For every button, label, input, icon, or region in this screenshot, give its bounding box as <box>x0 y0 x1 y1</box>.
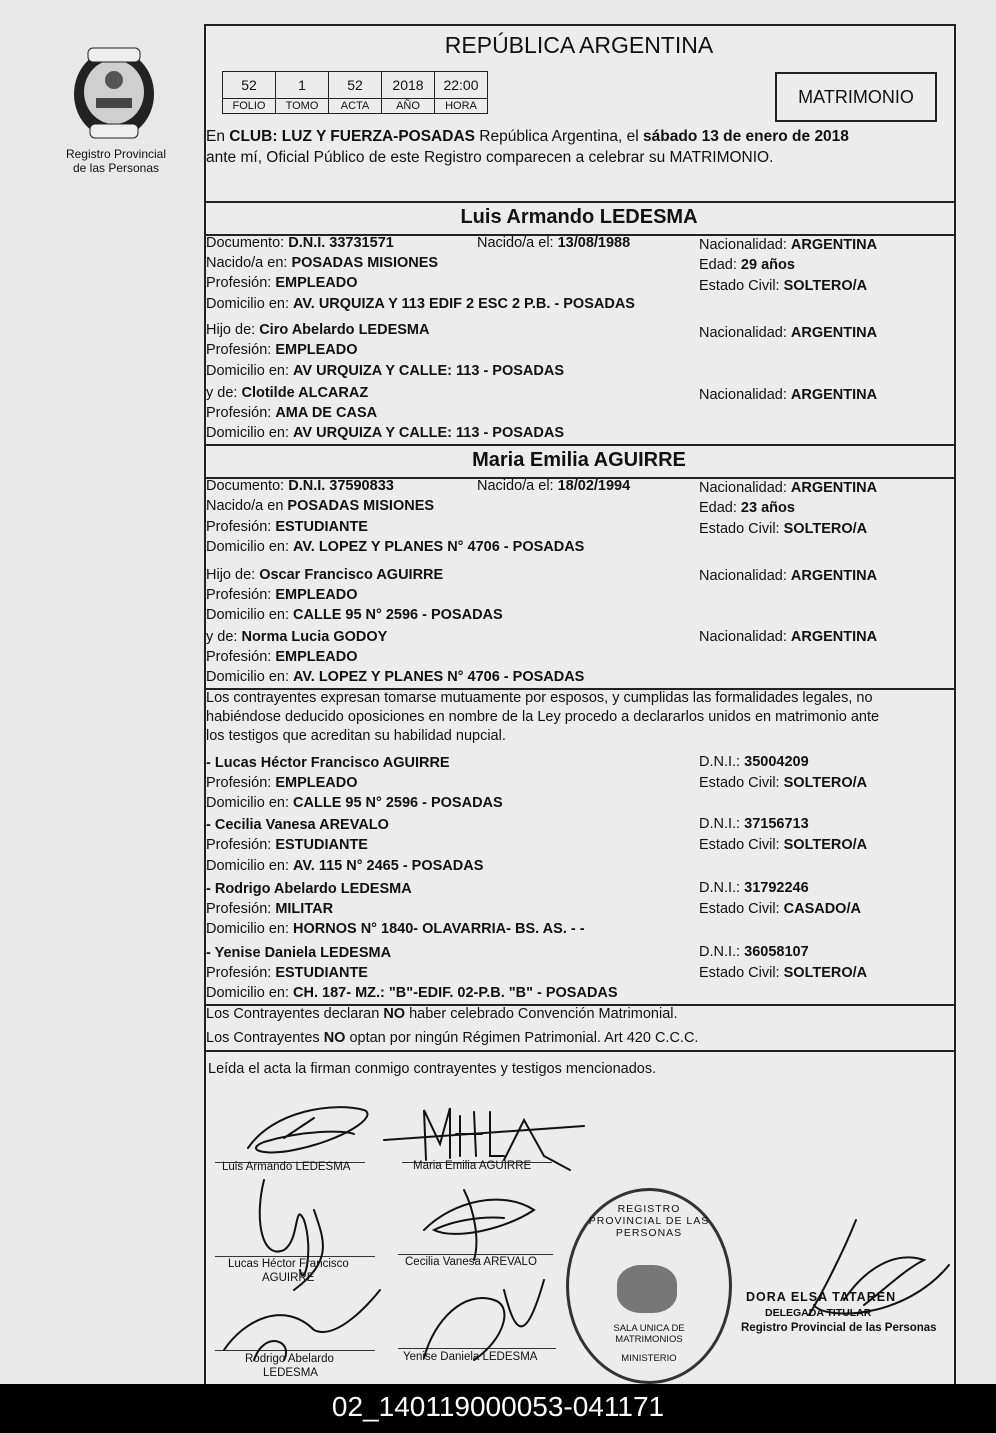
spouse1-mother-nationality: Nacionalidad: ARGENTINA <box>699 387 878 403</box>
declaration-line-1: Los contrayentes expresan tomarse mutuamente por esposos, y cumplidas las formalidades legales, no <box>206 690 873 706</box>
registry-line2: de las Personas <box>72 161 160 175</box>
signature-label-witness2: Cecilia Vanesa AREVALO <box>405 1256 537 1268</box>
signature-stroke <box>424 1190 534 1260</box>
spouse2-birthdate: Nacido/a el: 18/02/1994 <box>477 478 631 494</box>
signature-label-witness1-line2: AGUIRRE <box>262 1272 315 1284</box>
spouse2-nationality: Nacionalidad: ARGENTINA <box>699 480 878 496</box>
divider <box>204 444 954 446</box>
stamp-emblem-icon <box>617 1265 677 1313</box>
spouse1-civil-status: Estado Civil: SOLTERO/A <box>699 278 868 294</box>
convention-line-2: Los Contrayentes NO optan por ningún Régimen Patrimonial. Art 420 C.C.C. <box>206 1030 699 1046</box>
year-value: 2018 <box>382 72 435 99</box>
stamp-ring-text: REGISTRO PROVINCIAL DE LAS PERSONAS <box>588 1203 710 1239</box>
registry-line1: Registro Provincial <box>65 147 167 161</box>
divider <box>204 1050 954 1052</box>
folio-value: 52 <box>223 72 276 99</box>
stamp-bottom-text: MINISTERIO <box>621 1353 677 1364</box>
witness4-name: - Yenise Daniela LEDESMA <box>206 945 392 961</box>
witness3-address: Domicilio en: HORNOS N° 1840- OLAVARRIA- BS. AS. - - <box>206 921 585 937</box>
signature-label-witness1-line1: Lucas Héctor Francisco <box>228 1258 349 1270</box>
witness4-address: Domicilio en: CH. 187- MZ.: "B"-EDIF. 02-P.B. "B" - POSADAS <box>206 985 618 1001</box>
spouse1-birthdate: Nacido/a el: 13/08/1988 <box>477 235 631 251</box>
intro-line-1: En CLUB: LUZ Y FUERZA-POSADAS República Argentina, el sábado 13 de enero de 2018 <box>206 128 849 145</box>
witness2-address: Domicilio en: AV. 115 N° 2465 - POSADAS <box>206 858 484 874</box>
document-title: REPÚBLICA ARGENTINA <box>444 32 714 58</box>
spouse2-mother: y de: Norma Lucia GODOY <box>206 629 388 645</box>
spouse1-father-address: Domicilio en: AV URQUIZA Y CALLE: 113 - POSADAS <box>206 363 565 379</box>
witness2-name: - Cecilia Vanesa AREVALO <box>206 817 389 833</box>
witness3-name: - Rodrigo Abelardo LEDESMA <box>206 881 412 897</box>
spouse1-age: Edad: 29 años <box>699 257 795 273</box>
spouse2-age: Edad: 23 años <box>699 500 795 516</box>
year-label: AÑO <box>382 99 435 114</box>
acta-label: ACTA <box>329 99 382 114</box>
footer-document-id: 02_140119000053-041171 <box>331 1391 665 1422</box>
official-round-stamp <box>566 1188 732 1384</box>
signature-label-witness3-line1: Rodrigo Abelardo <box>245 1353 334 1365</box>
spouse2-father-profession: Profesión: EMPLEADO <box>206 587 358 603</box>
spouse1-mother: y de: Clotilde ALCARAZ <box>206 385 369 401</box>
spouse1-birthplace: Nacido/a en: POSADAS MISIONES <box>206 255 439 271</box>
spouse2-mother-address: Domicilio en: AV. LOPEZ Y PLANES N° 4706 - POSADAS <box>206 669 585 685</box>
witness1-name: - Lucas Héctor Francisco AGUIRRE <box>206 755 450 771</box>
witness2-dni: D.N.I.: 37156713 <box>699 816 809 832</box>
witness4-civil-status: Estado Civil: SOLTERO/A <box>699 965 868 981</box>
witness3-civil-status: Estado Civil: CASADO/A <box>699 901 861 917</box>
witness4-profession: Profesión: ESTUDIANTE <box>206 965 368 981</box>
official-name: DORA ELSA TATAREN <box>746 1290 897 1304</box>
hour-label: HORA <box>435 99 488 114</box>
act-type-box: MATRIMONIO <box>775 72 937 122</box>
witness1-profession: Profesión: EMPLEADO <box>206 775 358 791</box>
divider <box>204 201 954 203</box>
spouse2-mother-profession: Profesión: EMPLEADO <box>206 649 358 665</box>
spouse1-document: Documento: D.N.I. 33731571 <box>206 235 394 251</box>
spouse2-father: Hijo de: Oscar Francisco AGUIRRE <box>206 567 444 583</box>
tomo-value: 1 <box>276 72 329 99</box>
signature-label-spouse2: Maria Emilia AGUIRRE <box>413 1160 532 1172</box>
province-seal <box>66 40 162 144</box>
stamp-inner-text: SALA UNICA DE MATRIMONIOS <box>613 1323 685 1345</box>
declaration-line-3: los testigos que acreditan su habilidad nupcial. <box>206 728 506 744</box>
signature-stroke <box>424 1108 570 1170</box>
spouse2-mother-nationality: Nacionalidad: ARGENTINA <box>699 629 878 645</box>
convention-line-1: Los Contrayentes declaran NO haber celebrado Convención Matrimonial. <box>206 1006 678 1022</box>
witness1-civil-status: Estado Civil: SOLTERO/A <box>699 775 868 791</box>
acta-value: 52 <box>329 72 382 99</box>
witness1-dni: D.N.I.: 35004209 <box>699 754 809 770</box>
witness3-dni: D.N.I.: 31792246 <box>699 880 809 896</box>
spouse2-name: Maria Emilia AGUIRRE <box>472 449 686 471</box>
spouse1-father-profession: Profesión: EMPLEADO <box>206 342 358 358</box>
spouse1-mother-address: Domicilio en: AV URQUIZA Y CALLE: 113 - POSADAS <box>206 425 565 441</box>
spouse1-address: Domicilio en: AV. URQUIZA Y 113 EDIF 2 ESC 2 P.B. - POSADAS <box>206 296 635 312</box>
spouse2-birthplace: Nacido/a en POSADAS MISIONES <box>206 498 435 514</box>
spouse1-name: Luis Armando LEDESMA <box>460 206 698 228</box>
signature-stroke <box>224 1290 380 1360</box>
spouse1-nationality: Nacionalidad: ARGENTINA <box>699 237 878 253</box>
spouse2-document: Documento: D.N.I. 37590833 <box>206 478 394 494</box>
signature-stroke <box>260 1180 323 1290</box>
spouse1-father-nationality: Nacionalidad: ARGENTINA <box>699 325 878 341</box>
signature-label-witness4: Yenise Daniela LEDESMA <box>403 1351 538 1363</box>
declaration-line-2: habiéndose deducido oposiciones en nombre de la Ley procedo a declararlos unidos en matrimonio ante <box>206 709 880 725</box>
witness2-civil-status: Estado Civil: SOLTERO/A <box>699 837 868 853</box>
closing-statement: Leída el acta la firman conmigo contrayentes y testigos mencionados. <box>208 1061 657 1077</box>
spouse2-father-address: Domicilio en: CALLE 95 N° 2596 - POSADAS <box>206 607 503 623</box>
hour-value: 22:00 <box>435 72 488 99</box>
spouse2-civil-status: Estado Civil: SOLTERO/A <box>699 521 868 537</box>
spouse2-profession: Profesión: ESTUDIANTE <box>206 519 368 535</box>
witness4-dni: D.N.I.: 36058107 <box>699 944 809 960</box>
tomo-label: TOMO <box>276 99 329 114</box>
spouse1-profession: Profesión: EMPLEADO <box>206 275 358 291</box>
spouse1-mother-profession: Profesión: AMA DE CASA <box>206 405 378 421</box>
folio-label: FOLIO <box>223 99 276 114</box>
witness3-profession: Profesión: MILITAR <box>206 901 334 917</box>
spouse1-father: Hijo de: Ciro Abelardo LEDESMA <box>206 322 430 338</box>
witness1-address: Domicilio en: CALLE 95 N° 2596 - POSADAS <box>206 795 503 811</box>
spouse2-father-nationality: Nacionalidad: ARGENTINA <box>699 568 878 584</box>
signature-stroke <box>248 1107 368 1152</box>
registry-label <box>44 147 188 175</box>
intro-line-2: ante mí, Oficial Público de este Registro comparecen a celebrar su MATRIMONIO. <box>206 149 774 166</box>
signature-stroke <box>384 1126 584 1140</box>
official-org: Registro Provincial de las Personas <box>741 1322 937 1334</box>
signature-label-spouse1: Luis Armando LEDESMA <box>222 1161 351 1173</box>
witness2-profession: Profesión: ESTUDIANTE <box>206 837 368 853</box>
signature-stroke <box>424 1280 544 1360</box>
official-role: DELEGADA TITULAR <box>765 1307 872 1319</box>
signature-label-witness3-line2: LEDESMA <box>263 1367 318 1379</box>
act-number-grid <box>222 71 488 114</box>
footer-bar <box>0 1384 996 1433</box>
spouse2-address: Domicilio en: AV. LOPEZ Y PLANES N° 4706 - POSADAS <box>206 539 585 555</box>
